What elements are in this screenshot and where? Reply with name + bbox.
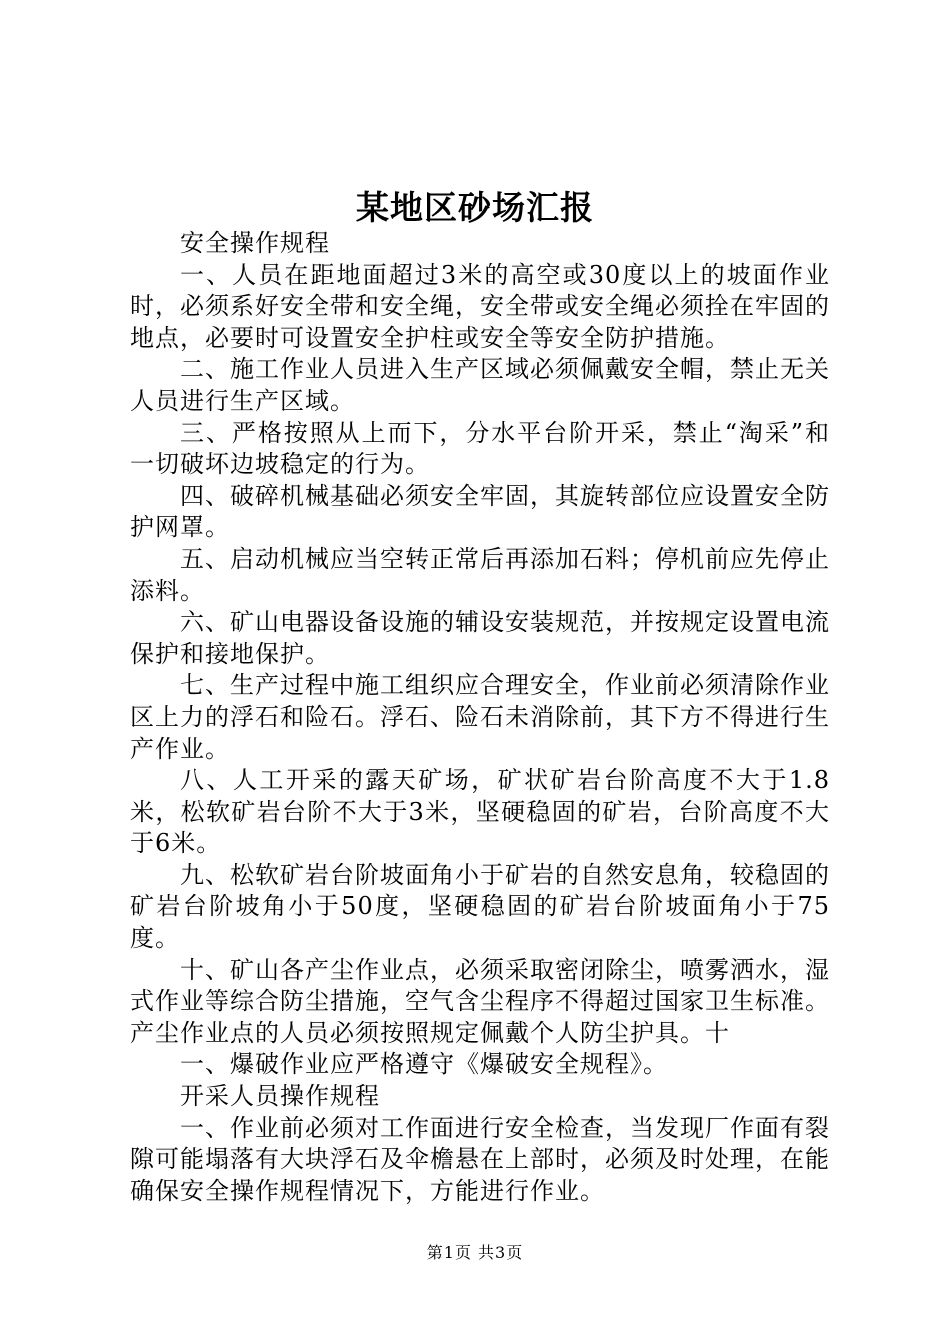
page-number-footer: 第1页 共3页: [426, 1243, 524, 1262]
section-heading-safety-rules: 安全操作规程: [180, 229, 330, 257]
paragraph: 三、严格按照从上而下，分水平台阶开采，禁止“淘采”和一切破坏边坡稳定的行为。: [130, 418, 830, 479]
paragraph: 七、生产过程中施工组织应合理安全，作业前必须清除作业区上力的浮石和险石。浮石、险石未消除前，其下方不得进行生产作业。: [130, 671, 830, 763]
document-title: 某地区砂场汇报: [356, 188, 594, 227]
paragraph: 六、矿山电器设备设施的辅设安装规范，并按规定设置电流保护和接地保护。: [130, 608, 830, 668]
paragraph: 五、启动机械应当空转正常后再添加石料；停机前应先停止添料。: [130, 544, 830, 605]
paragraph: 八、人工开采的露天矿场，矿状矿岩台阶高度不大于1.8米，松软矿岩台阶不大于3米，坚硬稳固的矿岩，台阶高度不大于6米。: [130, 766, 830, 858]
document-body: [130, 228, 830, 1207]
paragraph: 十、矿山各产尘作业点，必须采取密闭除尘，喷雾洒水，湿式作业等综合防尘措施，空气含尘程序不得超过国家卫生标准。产尘作业点的人员必须按照规定佩戴个人防尘护具。十: [130, 955, 830, 1047]
paragraph: 九、松软矿岩台阶坡面角小于矿岩的自然安息角，较稳固的矿岩台阶坡角小于50度，坚硬稳固的矿岩台阶坡面角小于75度。: [130, 860, 830, 953]
paragraph: 一、作业前必须对工作面进行安全检查，当发现厂作面有裂隙可能塌落有大块浮石及伞檐悬在上部时，必须及时处理，在能确保安全操作规程情况下，方能进行作业。: [130, 1113, 830, 1205]
paragraph: 四、破碎机械基础必须安全牢固，其旋转部位应设置安全防护网罩。: [130, 481, 830, 542]
paragraph: 一、人员在距地面超过3米的高空或30度以上的坡面作业时，必须系好安全带和安全绳，安全带或安全绳必须拴在牢固的地点，必要时可设置安全护柱或安全等安全防护措施。: [130, 260, 830, 352]
paragraph: 二、施工作业人员进入生产区域必须佩戴安全帽，禁止无关人员进行生产区域。: [130, 355, 830, 415]
section-heading-mining-rules: 开采人员操作规程: [180, 1082, 380, 1111]
paragraph: 一、爆破作业应严格遵守《爆破安全规程》。: [180, 1050, 668, 1079]
